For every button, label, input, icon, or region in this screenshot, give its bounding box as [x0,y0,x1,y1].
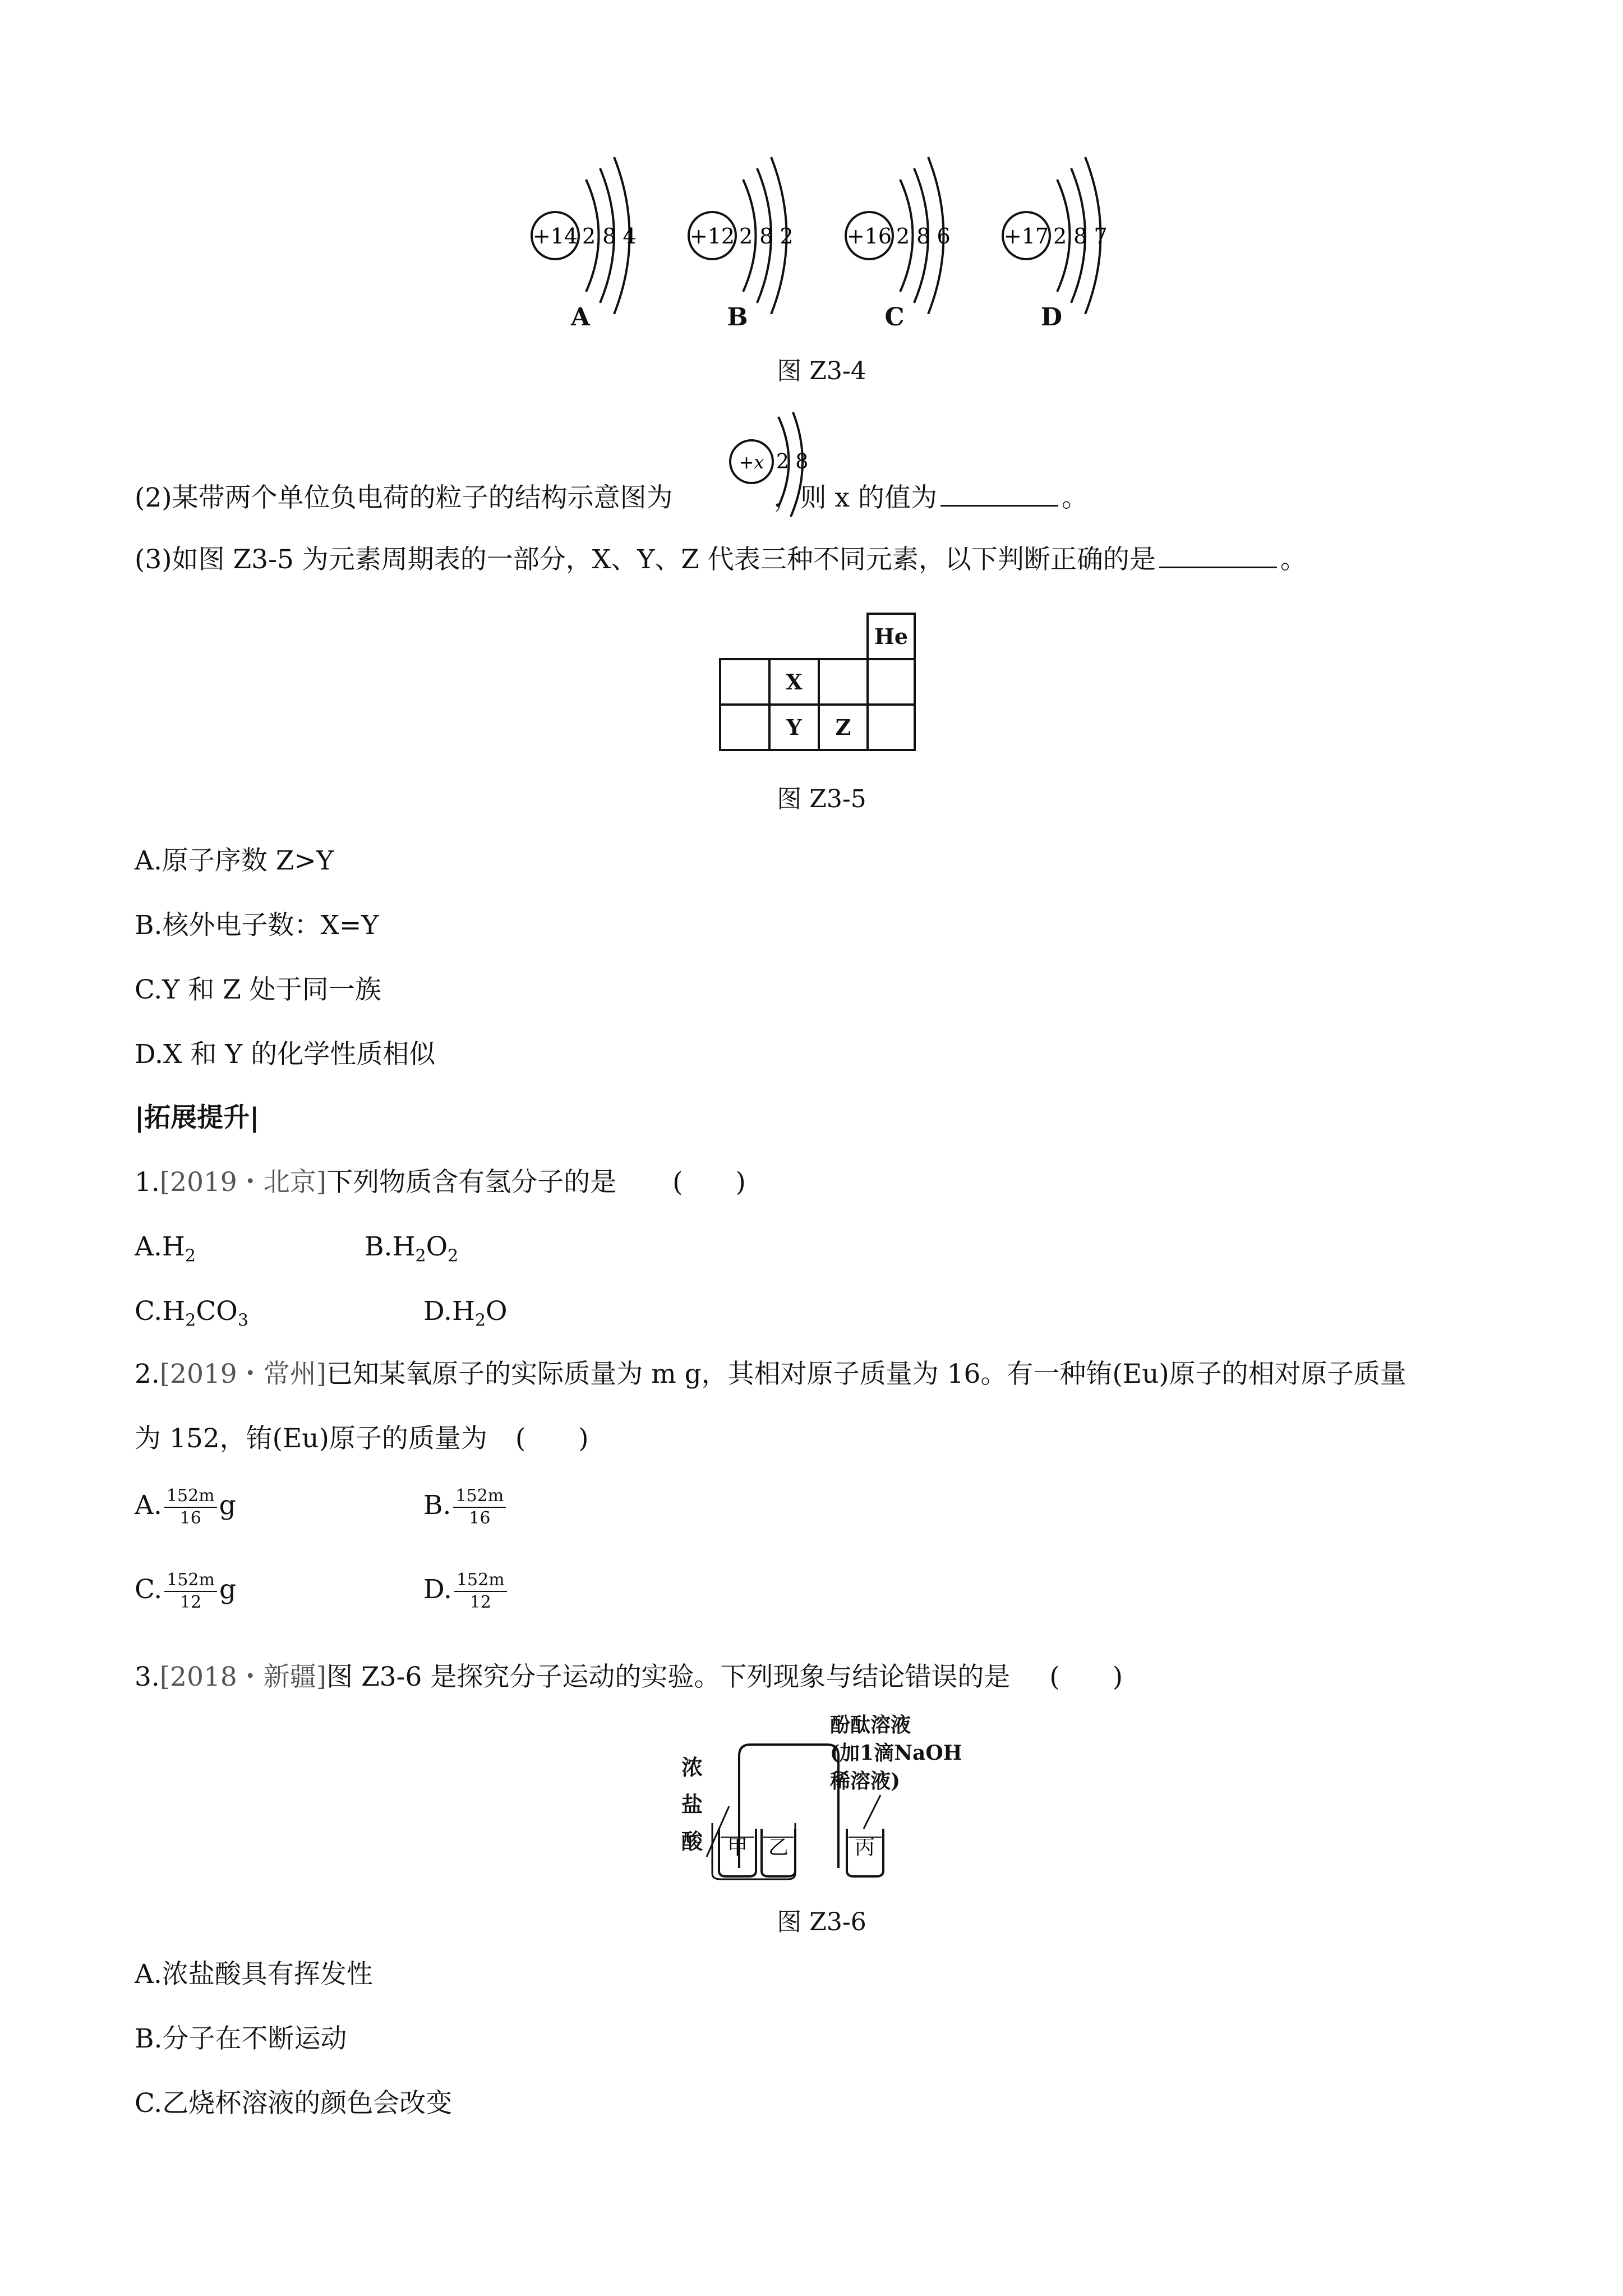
p1-option-c[interactable]: $C.H_2CO_3$ [135,1296,248,1331]
p2-source: [2019・常州] [159,1359,327,1389]
problem-2-line-2 [135,1422,589,1456]
atom-c [846,157,951,314]
p3-answer-paren[interactable]: ( ) [1049,1662,1123,1692]
q3-option-d[interactable]: D.X 和 Y 的化学性质相似 [135,1039,436,1070]
section-title: |拓展提升| [135,1102,260,1133]
q2-answer-blank[interactable] [940,482,1058,507]
p1-text: 下列物质含有氢分子的是 [326,1167,617,1198]
p2-answer-paren[interactable]: ( ) [515,1423,589,1454]
atom-b-shells: 2 8 2 [739,224,794,249]
figure-caption: 图 Z3-4 [777,357,866,385]
q3-option-b[interactable]: B.核外电子数：X=Y [135,910,379,941]
figure-z3-4 [0,0,1623,385]
problem-2-line-1: 2.[2019・常州]已知某氧原子的实际质量为 m g，其相对原子质量为 16。有一种铕(Eu)原子的相对原子质量 [135,1359,1407,1389]
cell-z: Z [818,703,869,751]
atom-label-b: B [727,303,748,332]
q3-answer-blank[interactable] [1159,544,1277,568]
particle-shells: 2 8 [776,450,809,473]
problem-1: 1.[2019・北京]下列物质含有氢分子的是 ( ) [135,1167,746,1198]
figure-z3-6 [0,1711,1623,1947]
cell-y: Y [768,703,820,751]
beaker-bing [847,1829,883,1876]
atom-diagrams [0,0,1623,314]
atom-c-shells: 2 8 6 [896,224,951,249]
q2-text-after: ，则 x 的值为 [773,482,937,513]
p3-text: 图 Z3-6 是探究分子运动的实验。下列现象与结论错误的是 [326,1662,1011,1692]
atom-a-nucleus: +14 [532,224,578,249]
figure-caption: 图 Z3-5 [777,785,866,813]
cell-empty-3 [866,658,916,706]
beaker-yi [762,1829,795,1876]
cell-x: X [768,658,820,706]
p3-option-b[interactable]: B.分子在不断运动 [135,2023,347,2054]
atom-label-d: D [1040,303,1063,332]
beaker-apparatus [695,1722,909,1890]
beaker-jia [719,1829,756,1876]
atom-a [532,157,637,314]
cell-empty-5 [866,703,916,751]
p3-option-a[interactable]: A.浓盐酸具有挥发性 [135,1959,373,1990]
cell-empty-4 [719,703,771,751]
question-2: (2)某带两个单位负电荷的粒子的结构示意图为 ，则 x 的值为 。 [135,482,1088,513]
atom-d-shells: 2 8 7 [1053,224,1108,249]
beaker-label-jia: 甲 [727,1836,748,1859]
beaker-label-yi: 乙 [768,1836,789,1859]
atom-c-nucleus: +16 [846,224,892,249]
problem-3: 3.[2018・新疆]图 Z3-6 是探究分子运动的实验。下列现象与结论错误的是 ( ) [135,1662,1123,1692]
atom-d-nucleus: +17 [1003,224,1049,249]
p2-option-c[interactable]: C. $\frac{152m}{12}$ g [135,1570,237,1612]
p1-option-d[interactable]: $D.H_2O$ [423,1296,508,1331]
p2-option-a[interactable]: A. $\frac{152m}{16}$ g [135,1486,236,1528]
beaker-label-bing: 丙 [854,1836,875,1859]
fraction: $\frac{152m}{16}$ [164,1485,217,1529]
bell-jar [739,1745,838,1868]
label-hydrochloric-acid: 浓 盐 酸 [681,1755,703,1854]
q3-option-a[interactable]: A.原子序数 Z>Y [135,845,334,876]
p1-option-b[interactable]: $B.H_2O_2$ [365,1231,459,1266]
fraction: $\frac{152m}{16}$ [453,1485,506,1529]
q3-option-c[interactable]: C.Y 和 Z 处于同一族 [135,974,381,1005]
cell-he: He [866,613,916,660]
cell-empty-1 [719,658,771,706]
atom-b-nucleus: +12 [689,224,735,249]
p3-option-c[interactable]: C.乙烧杯溶液的颜色会改变 [135,2088,453,2119]
q3-text: (3)如图 Z3-5 为元素周期表的一部分，X、Y、Z 代表三种不同元素，以下判断正确的是 [135,544,1156,575]
p2-text-1: 已知某氧原子的实际质量为 m g，其相对原子质量为 16。有一种铕(Eu)原子的相对原子质量 [326,1359,1407,1389]
p2-option-b[interactable]: B. $\frac{152m}{16}$ [423,1485,508,1529]
question-3: (3)如图 Z3-5 为元素周期表的一部分，X、Y、Z 代表三种不同元素，以下判断正确的是 。 [135,544,1307,575]
p1-source: [2019・北京] [159,1167,327,1198]
label-phenolphthalein: 酚酞溶液 (加1滴NaOH 稀溶液) [830,1713,962,1793]
atom-label-a: A [570,303,591,332]
fraction: $\frac{152m}{12}$ [454,1570,507,1613]
figure-caption: 图 Z3-6 [777,1908,866,1936]
atom-a-shells: 2 8 4 [582,224,637,249]
particle-nucleus: +x [739,452,764,473]
atom-b [689,157,794,314]
q2-text-before: (2)某带两个单位负电荷的粒子的结构示意图为 [135,482,673,513]
atom-d [1003,157,1108,314]
p2-text-2: 为 152，铕(Eu)原子的质量为 [135,1423,487,1454]
p1-answer-paren[interactable]: ( ) [672,1167,746,1198]
p2-option-d[interactable]: D. $\frac{152m}{12}$ [423,1570,509,1613]
p1-option-a[interactable]: $A.H_2$ [135,1231,196,1266]
cell-empty-2 [818,658,869,706]
atom-label-c: C [884,303,905,332]
p3-source: [2018・新疆] [159,1662,327,1692]
figure-z3-5 [0,606,1623,813]
fraction: $\frac{152m}{12}$ [164,1570,217,1613]
